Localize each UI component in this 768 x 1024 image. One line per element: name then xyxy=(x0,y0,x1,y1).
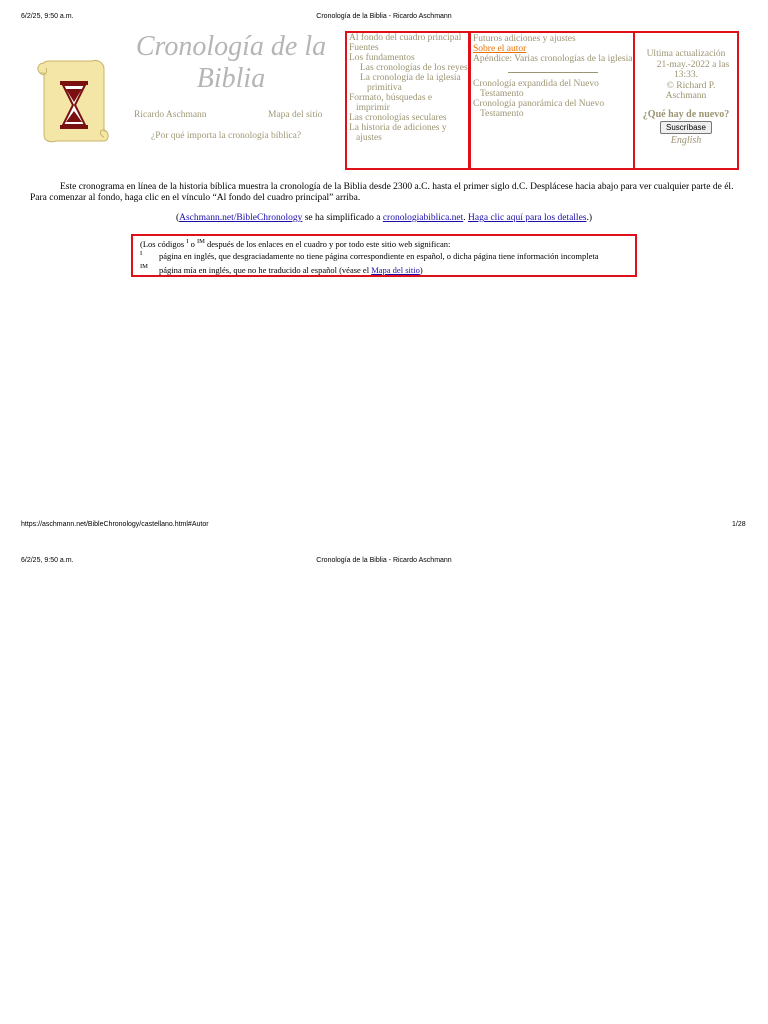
legend-intro-text: (Los códigos xyxy=(140,238,187,249)
legend-code-i: I xyxy=(140,250,143,257)
english-link[interactable]: English xyxy=(670,134,702,146)
code-i-sup: I xyxy=(186,238,189,245)
cronologiabiblica-link[interactable]: cronologiabiblica.net xyxy=(382,213,464,223)
print-date-page2: 6/2/25, 9:50 a.m. xyxy=(21,557,74,564)
why-chronology-link[interactable]: ¿Por qué importa la cronología bíblica? xyxy=(151,131,302,141)
site-title-line2: Biblia xyxy=(196,63,266,94)
code-im-sup: IM xyxy=(196,238,205,245)
copyright-name: Aschmann xyxy=(665,91,707,101)
intro-paragraph: Este cronograma en línea de la historia bíblica muestra la cronología de la Biblia desde 2300 a.C. hasta el primer siglo d.C. Desplácese hacia abajo para ver cualquier parte de él. Para comenzar al fondo, haga clic en el vínculo “Al fondo del cuadro principal” arriba. xyxy=(30,182,734,203)
site-title-line1: Cronología de la xyxy=(135,31,327,62)
menu-item-sobre-el-autor[interactable]: Sobre el autor xyxy=(473,44,527,54)
legend-row-im xyxy=(159,265,423,275)
site-title xyxy=(126,31,336,95)
sitemap-link[interactable]: Mapa del sitio xyxy=(268,110,323,120)
notice-sep: . xyxy=(463,213,469,223)
menu-item-las-cronologias-de-los-reyes[interactable]: Las cronologías de los reyes xyxy=(360,63,468,73)
menu-item-la-historia-de-adiciones-y-ajustes[interactable]: La historia de adiciones y ajustes xyxy=(349,123,447,143)
codes-legend-box xyxy=(131,234,637,277)
menu-box-2 xyxy=(469,31,635,170)
print-page-number: 1/28 xyxy=(732,521,746,528)
legend-intro xyxy=(140,237,450,249)
menu-item-apendice-varias-cronologias-de-la-iglesia[interactable]: Apéndice: Varias cronologías de la iglesia xyxy=(473,54,633,64)
update-line-3: 13:33. xyxy=(673,70,698,80)
copyright-line: © Richard P. xyxy=(666,80,716,91)
menu-box-1 xyxy=(345,31,470,170)
menu-item-cronologia-expandida-del-nuevo-testamento[interactable]: Cronología expandida del Nuevo Testamento xyxy=(473,79,599,99)
menu-item-fuentes[interactable]: Fuentes xyxy=(349,43,379,53)
paren-close: .) xyxy=(586,213,593,223)
legend-sitemap-link[interactable]: Mapa del sitio xyxy=(371,265,420,275)
menu-item-la-cronologia-de-la-iglesia-primitiva[interactable]: La cronología de la iglesia primitiva xyxy=(360,73,461,93)
notice-text: se ha simplificado a xyxy=(302,213,383,223)
simplified-notice xyxy=(0,213,768,223)
scroll-hourglass-icon xyxy=(34,55,112,145)
update-line-1: Ultima actualización xyxy=(646,49,726,59)
menu-item-las-cronologias-seculares[interactable]: Las cronologías seculares xyxy=(349,113,447,123)
print-title: Cronología de la Biblia - Ricardo Aschmann xyxy=(316,13,452,20)
update-line-2: 21-may.-2022 a las xyxy=(656,59,730,70)
menu-item-cronologia-panoramica-del-nuevo-testamento[interactable]: Cronología panorámica del Nuevo Testamento xyxy=(473,99,605,119)
legend-row-im-text: página mía en inglés, que no he traducido al español (véase el xyxy=(159,265,372,275)
legend-row-i: página en inglés, que desgraciadamente no tiene página correspondiente en español, o dicha página tiene información incompleta xyxy=(159,251,599,261)
print-date: 6/2/25, 9:50 a.m. xyxy=(21,13,74,20)
menu-divider xyxy=(508,72,598,73)
print-title-page2: Cronología de la Biblia - Ricardo Aschmann xyxy=(316,557,452,564)
paren-open: ( xyxy=(175,213,180,223)
aschmann-chronology-link[interactable]: Aschmann.net/BibleChronology xyxy=(179,213,303,223)
menu-box-update xyxy=(633,31,739,170)
legend-intro-or: o xyxy=(188,238,197,249)
legend-code-im: IM xyxy=(140,263,148,270)
subscribe-button[interactable]: Suscríbase xyxy=(660,121,712,134)
menu-item-futuros-adiciones-y-ajustes[interactable]: Futuros adiciones y ajustes xyxy=(473,34,576,44)
author-link[interactable]: Ricardo Aschmann xyxy=(134,110,207,120)
menu-item-al-fondo-del-cuadro-principal[interactable]: Al fondo del cuadro principal xyxy=(349,33,462,43)
menu-item-formato-busquedas-e-imprimir[interactable]: Formato, búsquedas e imprimir xyxy=(349,93,433,113)
legend-intro-rest: después de los enlaces en el cuadro y por todo este sitio web significan: xyxy=(204,238,451,249)
legend-row-im-end: ) xyxy=(419,265,423,275)
details-link[interactable]: Haga clic aquí para los detalles xyxy=(468,213,587,223)
menu-item-los-fundamentos[interactable]: Los fundamentos xyxy=(349,53,415,63)
whats-new-link[interactable]: ¿Qué hay de nuevo? xyxy=(642,108,730,120)
print-url: https://aschmann.net/BibleChronology/castellano.html#Autor xyxy=(21,521,209,528)
